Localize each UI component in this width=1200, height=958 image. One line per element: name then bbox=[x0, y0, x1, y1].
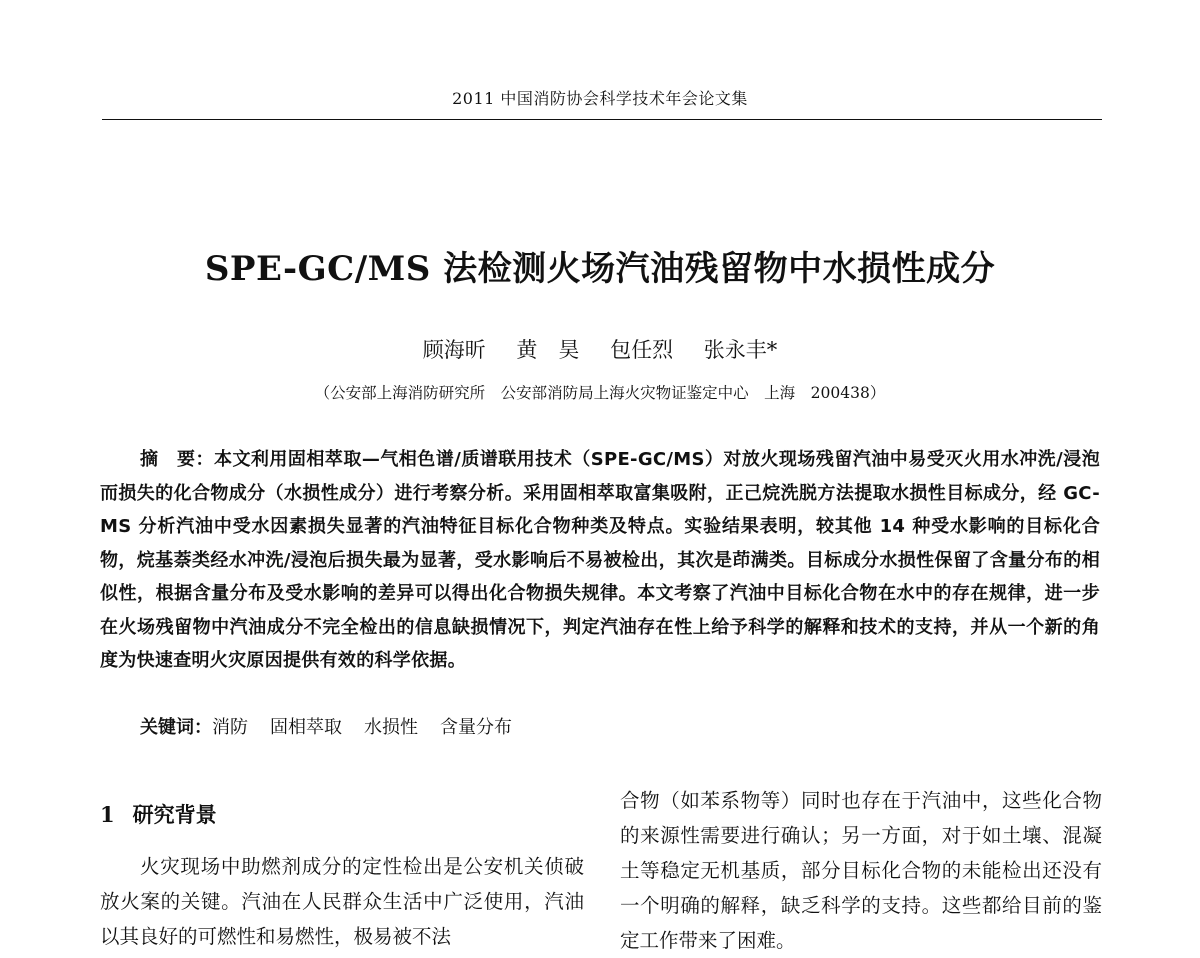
keywords-label: 关键词： bbox=[140, 717, 212, 738]
author-4: 张永丰* bbox=[703, 338, 778, 362]
keyword-4: 含量分布 bbox=[440, 717, 512, 738]
abstract-label: 摘 要： bbox=[140, 449, 214, 470]
paper-title: SPE-GC/MS 法检测火场汽油残留物中水损性成分 bbox=[204, 249, 996, 289]
keywords bbox=[140, 713, 1100, 739]
section-paragraph: 火灾现场中助燃剂成分的定性检出是公安机关侦破放火案的关键。汽油在人民群众生活中广泛使用，汽油以其良好的可燃性和易燃性，极易被不法 bbox=[100, 855, 584, 948]
right-column-paragraph: 合物（如苯系物等）同时也存在于汽油中，这些化合物的来源性需要进行确认；另一方面，对于如土壤、混凝土等稳定无机基质，部分目标化合物的未能检出还没有一个明确的解释，缺乏科学的支持。这些都给目前的鉴定工作带来了困难。 bbox=[620, 789, 1102, 952]
section-number: 1 bbox=[100, 802, 115, 827]
keyword-2: 固相萃取 bbox=[270, 717, 342, 738]
header-rule bbox=[102, 119, 1102, 120]
keyword-1: 消防 bbox=[212, 717, 248, 738]
keyword-3: 水损性 bbox=[364, 717, 418, 738]
left-column bbox=[100, 798, 584, 954]
abstract bbox=[100, 443, 1100, 678]
abstract-text: 本文利用固相萃取—气相色谱/质谱联用技术（SPE-GC/MS）对放火现场残留汽油中易受灭火用水冲洗/浸泡而损失的化合物成分（水损性成分）进行考察分析。采用固相萃取富集吸附，正己烷洗脱方法提取水损性目标成分，经 GC-MS 分析汽油中受水因素损失显著的汽油特征目标化合物种类及特点。实验结果表明，较其他 14 种受水影响的目标化合物，烷基萘类经水冲洗/浸泡后损失最为显著，受水影响后不易被检出，其次是茚满类。目标成分水损性保留了含量分布的相似性，根据含量分布及受水影响的差异可以得出化合物损失规律。本文考察了汽油中目标化合物在水中的存在规律，进一步在火场残留物中汽油成分不完全检出的信息缺损情况下，判定汽油存在性上给予科学的解释和技术的支持，并从一个新的角度为快速查明火灾原因提供有效的科学依据。 bbox=[100, 449, 1101, 671]
author-list bbox=[0, 334, 1200, 364]
right-column bbox=[620, 783, 1102, 958]
running-header: 2011 中国消防协会科学技术年会论文集 bbox=[452, 89, 748, 108]
author-2: 黄 昊 bbox=[516, 338, 580, 362]
author-1: 顾海昕 bbox=[422, 338, 486, 362]
affiliation: （公安部上海消防研究所 公安部消防局上海火灾物证鉴定中心 上海 200438） bbox=[314, 384, 886, 402]
author-3: 包任烈 bbox=[610, 338, 674, 362]
section-title: 研究背景 bbox=[132, 802, 217, 827]
section-heading bbox=[100, 798, 584, 832]
